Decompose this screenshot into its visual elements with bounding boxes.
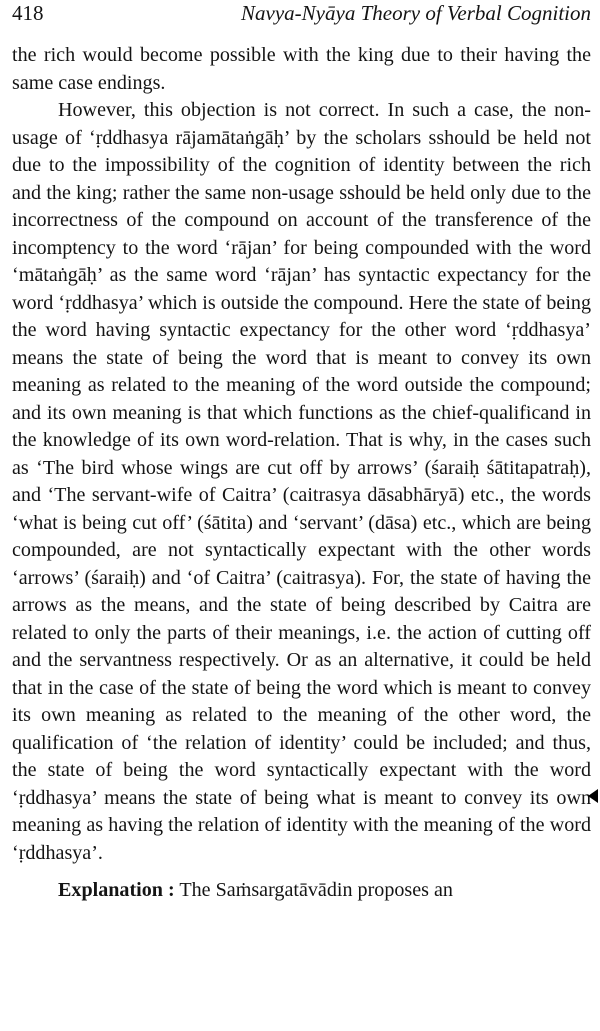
running-title: Navya-Nyāya Theory of Verbal Cognition	[241, 1, 591, 25]
explanation-label: Explanation :	[58, 879, 175, 901]
paragraph-objection-reply: However, this objection is not correct. In such a case, the non-usage of ‘ṛddhasya rājamātaṅgāḥ’ by the scholars sshould be held not due to the impossibility of the cognition of identity between the rich and the king; rather the same non-usage sshould be held only due to the incorrectness of the compound on account of the transference of the incomptency to the word ‘rājan’ for being compounded with the word ‘mātaṅgāḥ’ as the same word ‘rājan’ has syntactic expectancy for the word ‘ṛddhasya’ which is outside the compound. Here the state of being the word having syntactic expectancy for the other word ‘ṛddhasya’ means the state of being the word that is meant to convey its own meaning as related to the meaning of the word outside the compound; and its own meaning is that which functions as the chief-qualificand in the knowledge of its own word-relation. That is why, in the cases such as ‘The bird whose wings are cut off by arrows’ (śaraiḥ śātitapatraḥ), and ‘The servant-wife of Caitra’ (caitrasya dāsabhāryā) etc., the words ‘what is being cut off’ (śātita) and ‘servant’ (dāsa) etc., which are being compounded, are not syntactically expectant with the other words ‘arrows’ (śaraiḥ) and ‘of Caitra’ (caitrasya). For, the state of having the arrows as the means, and the state of being described by Caitra are related to only the parts of their meanings, i.e. the action of cutting off and the servantness respectively. Or as an alternative, it could be held that in the case of the state of being the word which is meant to convey its own meaning as related to the meaning of the other word, the qualification of ‘the relation of identity’ could be included; and thus, the state of being the word syntactically expectant with the word ‘ṛddhasya’ means the state of being what is meant to convey its own meaning as having the relation of identity with the meaning of the word ‘ṛddhasya’.	[12, 99, 591, 864]
margin-pointer-icon	[588, 789, 598, 803]
paragraph-explanation	[12, 877, 591, 905]
body-text	[12, 42, 591, 905]
page-number: 418	[12, 1, 44, 25]
page-header	[12, 0, 591, 36]
paragraph-continuation: the rich would become possible with the king due to their having the same case endings.	[12, 44, 591, 94]
explanation-text: The Saṁsargatāvādin proposes an	[179, 879, 453, 901]
